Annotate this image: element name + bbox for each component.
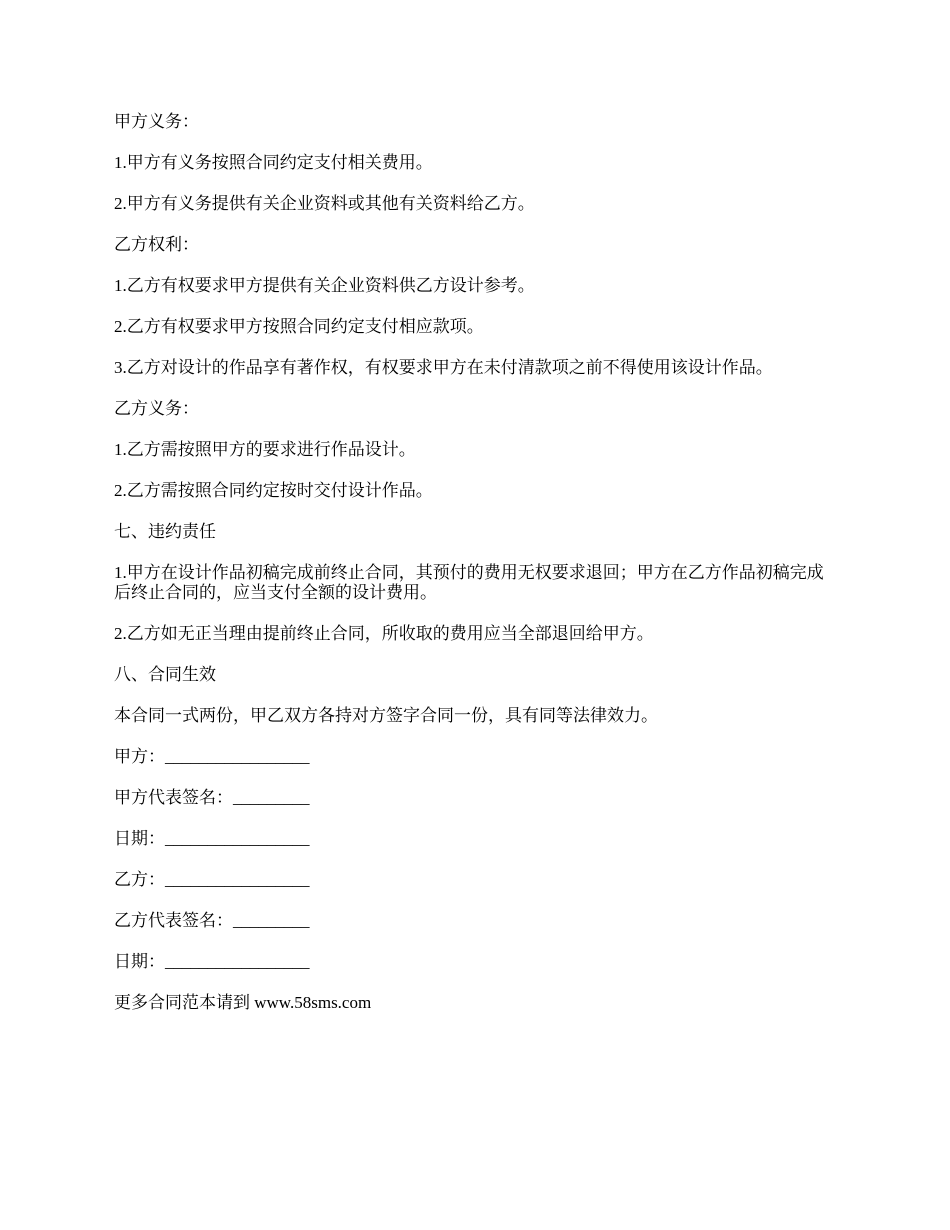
- clause-party-b-right-3: 3.乙方对设计的作品享有著作权，有权要求甲方在未付清款项之前不得使用该设计作品。: [114, 358, 773, 377]
- signature-party-b-date: 日期：_________________: [114, 952, 310, 971]
- signature-party-a-date: 日期：_________________: [114, 829, 310, 848]
- section-heading-party-b-obligations: 乙方义务：: [114, 399, 199, 418]
- clause-party-b-right-2: 2.乙方有权要求甲方按照合同约定支付相应款项。: [114, 317, 484, 336]
- clause-party-a-obligation-2: 2.甲方有义务提供有关企业资料或其他有关资料给乙方。: [114, 194, 535, 213]
- clause-contract-effect: 本合同一式两份，甲乙双方各持对方签字合同一份，具有同等法律效力。: [114, 706, 658, 725]
- document-page: [114, 112, 836, 1034]
- signature-party-a-representative: 甲方代表签名：_________: [114, 788, 310, 807]
- clause-party-b-right-1: 1.乙方有权要求甲方提供有关企业资料供乙方设计参考。: [114, 276, 535, 295]
- footer-more-templates: 更多合同范本请到 www.58sms.com: [114, 993, 372, 1012]
- section-heading-contract-effect: 八、合同生效: [114, 665, 216, 684]
- signature-party-a: 甲方：_________________: [114, 747, 310, 766]
- clause-party-b-obligation-2: 2.乙方需按照合同约定按时交付设计作品。: [114, 481, 433, 500]
- clause-party-b-obligation-1: 1.乙方需按照甲方的要求进行作品设计。: [114, 440, 416, 459]
- section-heading-party-a-obligations: 甲方义务：: [114, 112, 199, 131]
- section-heading-party-b-rights: 乙方权利：: [114, 235, 199, 254]
- clause-breach-1: 1.甲方在设计作品初稿完成前终止合同，其预付的费用无权要求退回；甲方在乙方作品初稿完成后终止合同的，应当支付全额的设计费用。: [114, 563, 824, 602]
- signature-party-b-representative: 乙方代表签名：_________: [114, 911, 310, 930]
- section-heading-breach-liability: 七、违约责任: [114, 522, 216, 541]
- signature-party-b: 乙方：_________________: [114, 870, 310, 889]
- clause-breach-2: 2.乙方如无正当理由提前终止合同，所收取的费用应当全部退回给甲方。: [114, 624, 654, 643]
- clause-party-a-obligation-1: 1.甲方有义务按照合同约定支付相关费用。: [114, 153, 433, 172]
